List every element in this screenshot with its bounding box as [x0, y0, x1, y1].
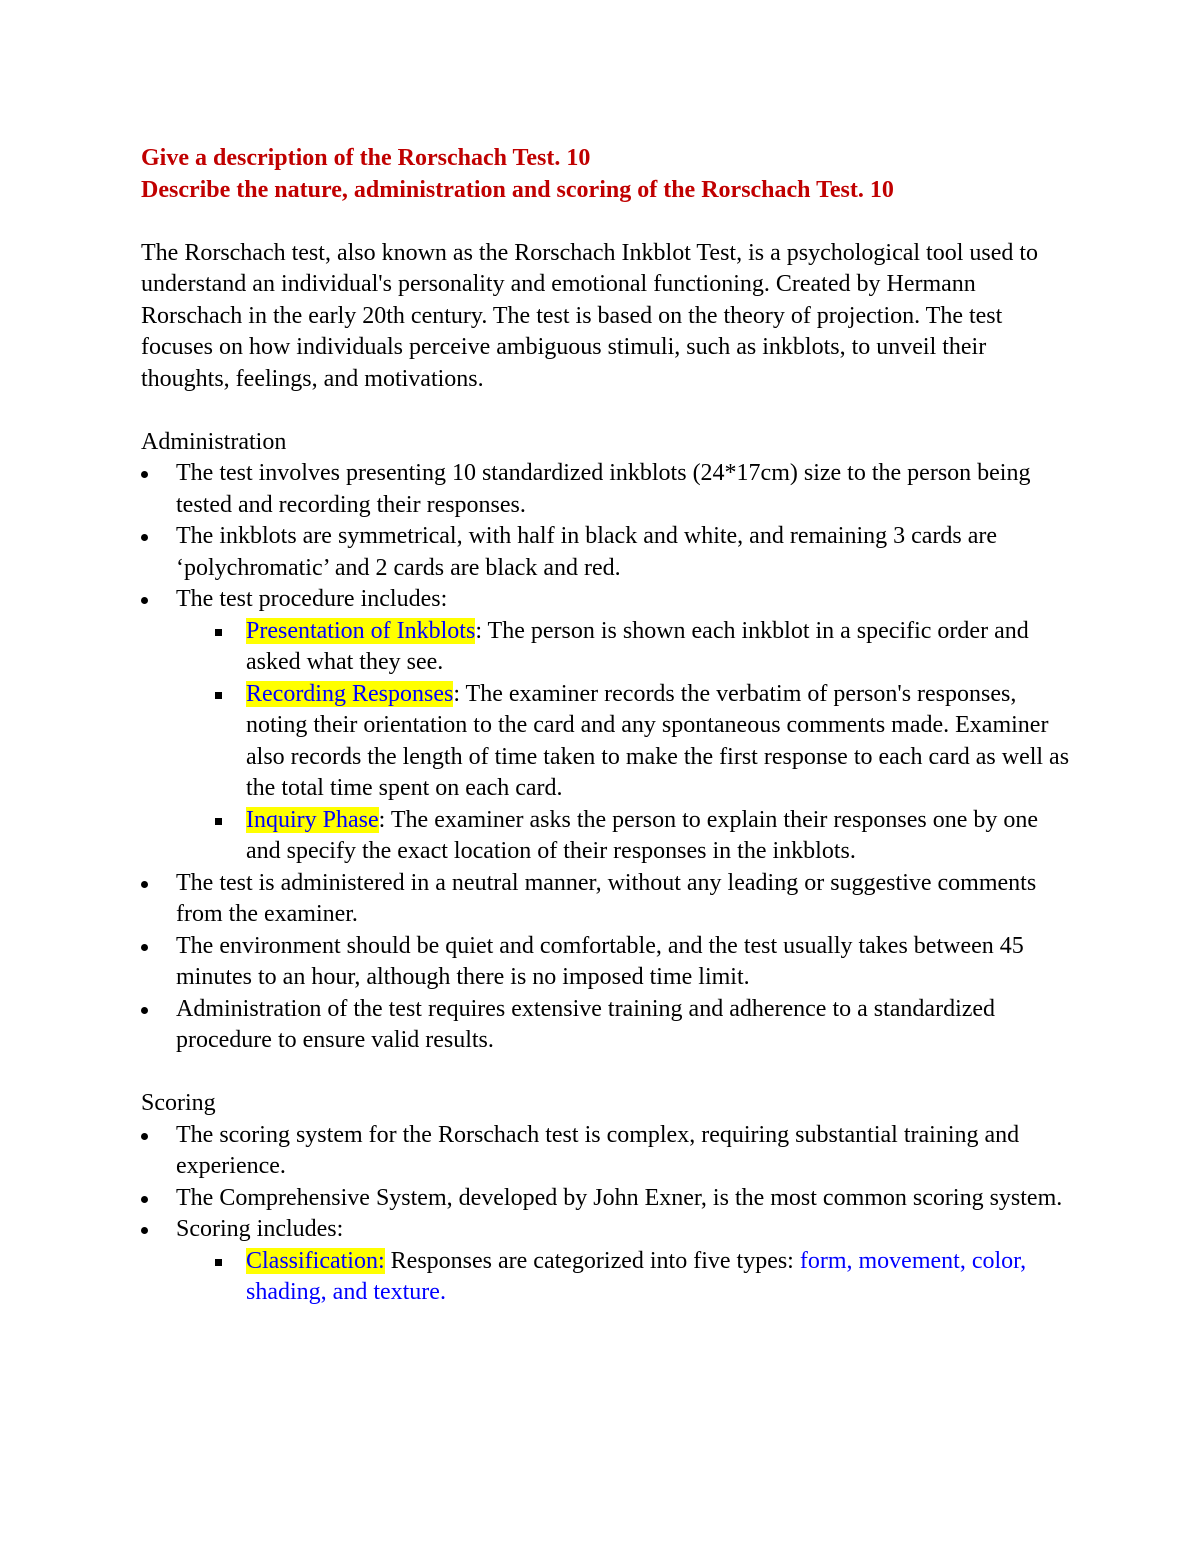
square-bullet-icon	[215, 692, 222, 699]
sub-item-text: : The examiner records the verbatim of person's responses, noting their orientation to the card and any spontaneous comments made. Examiner also records the length of time taken to make the first response to each card as well as the total time spent on each card.	[246, 680, 1070, 801]
highlighted-term: Inquiry Phase	[246, 806, 379, 833]
list-item-text: Administration of the test requires extensive training and adherence to a standardized procedure to ensure valid results.	[176, 995, 996, 1053]
sub-list-item	[176, 1246, 1071, 1309]
question-heading-2: Describe the nature, administration and scoring of the Rorschach Test. 10	[141, 176, 894, 203]
scoring-list	[141, 1120, 1071, 1309]
list-item-text: The test procedure includes:	[176, 586, 448, 612]
square-bullet-icon	[215, 818, 222, 825]
list-item-text: The test is administered in a neutral manner, without any leading or suggestive comments from the examiner.	[176, 869, 1037, 927]
bullet-icon	[141, 944, 148, 951]
document-body	[141, 143, 1071, 1309]
list-item	[141, 458, 1071, 521]
list-item-text: Scoring includes:	[176, 1216, 344, 1242]
square-bullet-icon	[215, 629, 222, 636]
scoring-title: Scoring	[141, 1090, 216, 1116]
sub-item-text: : The examiner asks the person to explain their responses one by one and specify the exact location of their responses in the inkblots.	[246, 806, 1039, 864]
bullet-icon	[141, 534, 148, 541]
scoring-sublist	[176, 1246, 1071, 1309]
administration-title: Administration	[141, 428, 287, 455]
list-item-text: The test involves presenting 10 standardized inkblots (24*17cm) size to the person being tested and recording their responses.	[176, 460, 1031, 518]
response-types: form, movement, color, shading, and texture.	[246, 1247, 1027, 1305]
sub-item-text: : The person is shown each inkblot in a specific order and asked what they see.	[246, 617, 1029, 675]
spacer	[141, 206, 1071, 238]
bullet-icon	[141, 1227, 148, 1234]
list-item-text: The environment should be quiet and comfortable, and the test usually takes between 45 minutes to an hour, although there is no imposed time limit.	[176, 932, 1024, 990]
bullet-icon	[141, 881, 148, 888]
spacer	[141, 1057, 1071, 1089]
list-item	[141, 584, 1071, 868]
highlighted-term: Recording Responses	[246, 680, 454, 707]
sub-list-item	[176, 679, 1071, 805]
sub-item-text: Responses are categorized into five types:	[384, 1247, 800, 1274]
administration-list	[141, 458, 1071, 1057]
list-item-text: The scoring system for the Rorschach test is complex, requiring substantial training and experience.	[176, 1121, 1020, 1179]
spacer	[141, 395, 1071, 427]
intro-paragraph: The Rorschach test, also known as the Rorschach Inkblot Test, is a psychological tool used to understand an individual's personality and emotional functioning. Created by Hermann Rorschach in the early 20th century. The test is based on the theory of projection. The test focuses on how individuals perceive ambiguous stimuli, such as inkblots, to unveil their thoughts, feelings, and motivations.	[141, 239, 1039, 392]
list-item	[141, 521, 1071, 584]
sub-list-item	[176, 616, 1071, 679]
square-bullet-icon	[215, 1259, 222, 1266]
list-item-text: The inkblots are symmetrical, with half in black and white, and remaining 3 cards are ‘polychromatic’ and 2 cards are black and red.	[176, 523, 998, 581]
bullet-icon	[141, 1007, 148, 1014]
highlighted-term: Presentation of Inkblots	[246, 617, 476, 644]
list-item	[141, 1214, 1071, 1309]
list-item-text: The Comprehensive System, developed by John Exner, is the most common scoring system.	[176, 1184, 1063, 1211]
procedure-sublist	[176, 616, 1071, 868]
bullet-icon	[141, 1133, 148, 1140]
bullet-icon	[141, 471, 148, 478]
bullet-icon	[141, 597, 148, 604]
question-heading-1: Give a description of the Rorschach Test. 10	[141, 145, 591, 171]
list-item	[141, 1183, 1071, 1215]
list-item	[141, 931, 1071, 994]
list-item	[141, 868, 1071, 931]
sub-list-item	[176, 805, 1071, 868]
highlighted-term: Classification:	[246, 1247, 385, 1274]
list-item	[141, 994, 1071, 1057]
list-item	[141, 1120, 1071, 1183]
bullet-icon	[141, 1196, 148, 1203]
